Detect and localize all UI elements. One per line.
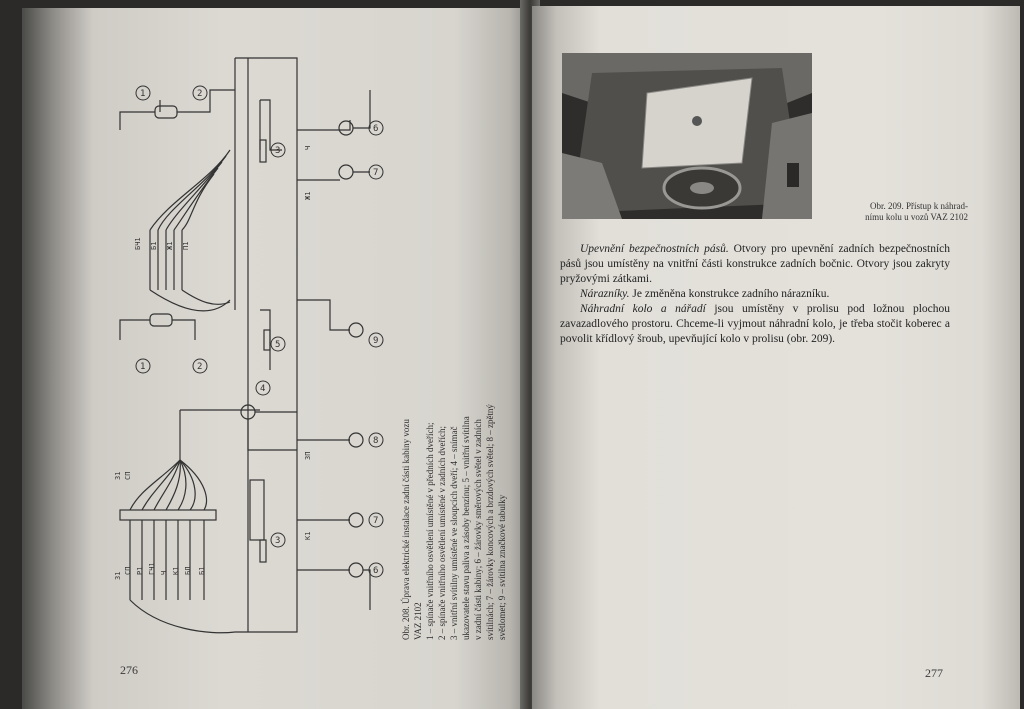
wire-label: СП xyxy=(124,566,132,575)
wire-label: 31 xyxy=(114,471,122,480)
paragraph-lead: Nárazníky. xyxy=(580,288,630,300)
caption-line: 1 – spínače vnitřního osvětlení umístěné v předních dveřích; xyxy=(425,422,435,640)
wire-label: К1 xyxy=(172,566,180,575)
figure-caption-209 xyxy=(818,201,968,223)
wire-label: Ж1 xyxy=(166,241,174,250)
caption-line: ukazovatele stavu paliva a zásoby benzínu; 5 – vnitřní svítilna xyxy=(461,416,471,640)
paragraph xyxy=(560,302,950,347)
marker-6b: 6 xyxy=(373,566,379,576)
wire-label: 31 xyxy=(114,571,122,580)
wire-label: СП xyxy=(124,471,132,480)
wire-label: К1 xyxy=(304,531,312,540)
marker-6: 6 xyxy=(373,124,379,134)
wire-label: ГЧ1 xyxy=(148,562,156,575)
wire-label: Ч xyxy=(304,145,312,150)
marker-7: 7 xyxy=(373,168,379,178)
wire-label: БЛ xyxy=(184,566,192,575)
caption-line: 3 – vnitřní svítilny umístěné ve sloupcích dveří; 4 – snímač xyxy=(449,426,459,640)
page-number-left: 276 xyxy=(120,663,138,677)
trunk-photo xyxy=(562,53,812,219)
paragraph-lead: Náhradní kolo a nářadí xyxy=(580,303,706,315)
marker-3b: 3 xyxy=(275,536,281,546)
marker-1: 1 xyxy=(140,89,146,99)
paragraph xyxy=(560,287,950,302)
wire-label: ЗП xyxy=(304,451,312,460)
marker-9: 9 xyxy=(373,336,379,346)
marker-4: 4 xyxy=(260,384,266,394)
caption-line: VAZ 2102 xyxy=(413,602,423,640)
caption-line: Obr. 209. Přístup k náhrad- xyxy=(870,201,968,211)
caption-line: světlomet; 9 – svítilna značkové tabulky xyxy=(497,494,507,640)
wiring-diagram xyxy=(100,40,410,640)
marker-5: 5 xyxy=(275,340,281,350)
caption-line: 2 – spínače vnitřního osvětlení umístěné v zadních dveřích; xyxy=(437,426,447,640)
body-text xyxy=(560,242,950,347)
figure-caption-208 xyxy=(400,40,508,640)
wire-label: Ж1 xyxy=(304,191,312,200)
marker-2: 2 xyxy=(197,89,203,99)
marker-3: 3 xyxy=(275,146,281,156)
wire-label: БЧ1 xyxy=(134,237,142,250)
marker-2b: 2 xyxy=(197,362,203,372)
wire-label: П1 xyxy=(182,241,190,250)
caption-line: Obr. 208. Úprava elektrické instalace zadní části kabiny vozu xyxy=(401,419,411,640)
paragraph-lead: Upevnění bezpečnostních pásů. xyxy=(580,243,729,255)
wire-label: Ч xyxy=(160,570,168,575)
caption-line: svítilnách; 7 – žárovky koncových a brzdových světel; 8 – zpětný xyxy=(485,404,495,640)
wire-label: Б1 xyxy=(198,566,206,575)
wire-label: Б1 xyxy=(150,241,158,250)
caption-line: nímu kolu u vozů VAZ 2102 xyxy=(865,212,968,222)
paragraph-text: jsou umístěny v prolisu pod ložnou plochou zavazadlového prostoru. Chceme-li vyjmout náhradní kolo, je třeba stočit koberec a povolit křídlový šroub, upevňující kolo v prolisu (obr. 209). xyxy=(560,303,950,345)
paragraph-text: Otvory pro upevnění zadních bezpečnostních pásů jsou umístěny na vnitřní části konstrukce zadních bočnic. Otvory jsou zakryty pryžovými zátkami. xyxy=(560,243,950,285)
caption-line: v zadní části kabiny; 6 – žárovky směrových světel v zadních xyxy=(473,419,483,640)
wire-label: Р1 xyxy=(136,566,144,575)
marker-1b: 1 xyxy=(140,362,146,372)
page-number-right: 277 xyxy=(925,666,943,680)
paragraph-text: Je změněna konstrukce zadního nárazníku. xyxy=(629,288,830,300)
paragraph xyxy=(560,242,950,287)
marker-7b: 7 xyxy=(373,516,379,526)
marker-8: 8 xyxy=(373,436,379,446)
